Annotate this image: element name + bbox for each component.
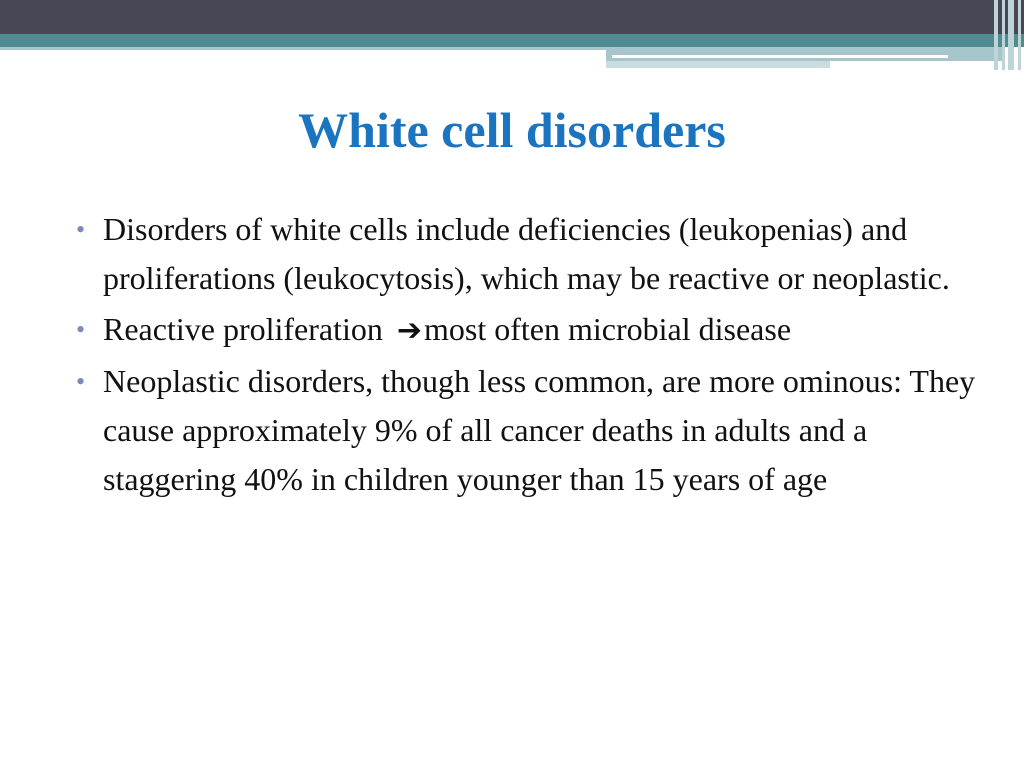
bullet-icon: • [76, 367, 86, 396]
bullet-item [76, 305, 976, 355]
header-stripe [1002, 0, 1005, 70]
header-stripe [1018, 0, 1021, 70]
bullet-item [76, 357, 976, 504]
header-stripe [994, 0, 998, 70]
header-step-line [612, 55, 948, 58]
bullet-text-before: Reactive proliferation [103, 311, 391, 347]
header-step-lower-block [606, 61, 830, 68]
header-band-light [0, 47, 606, 50]
header-right-stripes [988, 0, 1024, 70]
bullet-item [76, 205, 976, 303]
bullet-text: Disorders of white cells include deficiencies (leukopenias) and proliferations (leukocytosis), which may be reactive or neoplastic. [103, 211, 950, 296]
slide-title: White cell disorders [298, 102, 726, 158]
header-band-teal [0, 34, 1024, 47]
bullet-list [76, 205, 976, 506]
right-arrow-icon: ➔ [396, 313, 423, 348]
bullet-icon: • [76, 215, 86, 244]
bullet-icon: • [76, 315, 86, 344]
bullet-text-after: most often microbial disease [424, 311, 792, 347]
header-step-block [606, 47, 1004, 61]
header-stripe [1008, 0, 1014, 70]
header-band-dark [0, 0, 1024, 34]
bullet-text: Neoplastic disorders, though less common, are more ominous: They cause approximately 9% of all cancer deaths in adults and a staggering 40% in children younger than 15 years of age [103, 363, 976, 497]
